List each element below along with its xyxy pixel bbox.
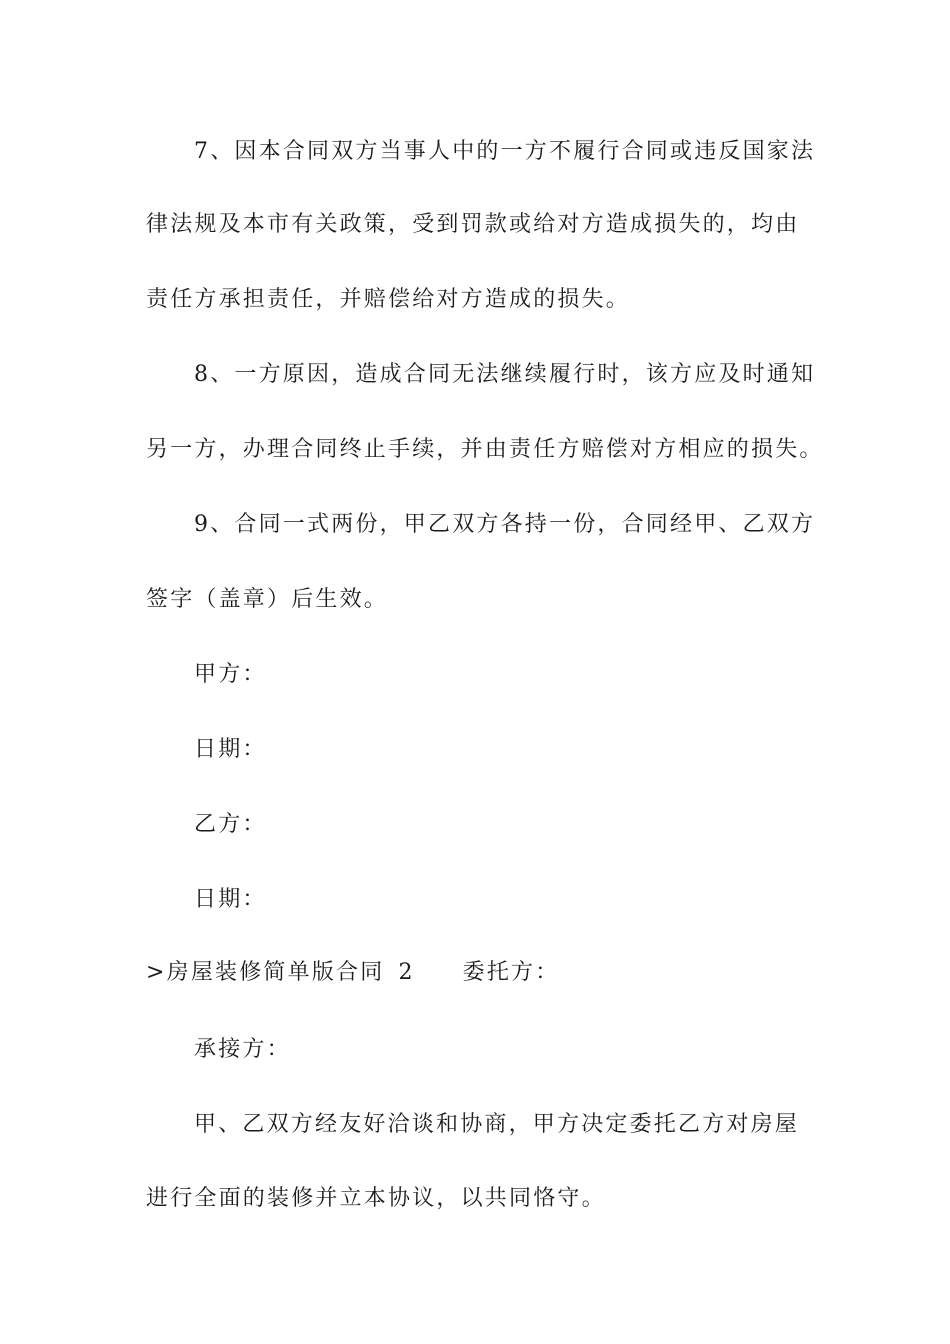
client-label: 委托方： bbox=[462, 960, 560, 985]
date-a-label: 日期： bbox=[194, 737, 267, 762]
party-b-label: 乙方： bbox=[194, 812, 267, 837]
clause-7-line-2: 律法规及本市有关政策，受到罚款或给对方造成损失的，均由 bbox=[146, 212, 800, 237]
contract-2-title: >房屋装修简单版合同 bbox=[146, 960, 385, 985]
clause-9-line-1: 9、合同一式两份，甲乙双方各持一份，合同经甲、乙双方 bbox=[194, 512, 816, 537]
clause-8-line-1: 8、一方原因，造成合同无法继续履行时，该方应及时通知 bbox=[194, 362, 816, 387]
clause-8-line-2: 另一方，办理合同终止手续，并由责任方赔偿对方相应的损失。 bbox=[146, 437, 824, 462]
contract-2-number: 2 bbox=[398, 960, 415, 985]
clause-7-line-3: 责任方承担责任，并赔偿给对方造成的损失。 bbox=[146, 287, 631, 312]
contractor-label: 承接方： bbox=[194, 1037, 291, 1062]
contract-2-intro-line-1: 甲、乙双方经友好洽谈和协商，甲方决定委托乙方对房屋 bbox=[194, 1112, 800, 1137]
clause-9-line-2: 签字（盖章）后生效。 bbox=[146, 587, 389, 612]
party-a-label: 甲方： bbox=[194, 662, 267, 687]
contract-2-heading-row bbox=[146, 958, 816, 988]
contract-2-intro-line-2: 进行全面的装修并立本协议，以共同恪守。 bbox=[146, 1186, 606, 1211]
date-b-label: 日期： bbox=[194, 887, 267, 912]
clause-7-line-1: 7、因本合同双方当事人中的一方不履行合同或违反国家法 bbox=[194, 139, 816, 164]
